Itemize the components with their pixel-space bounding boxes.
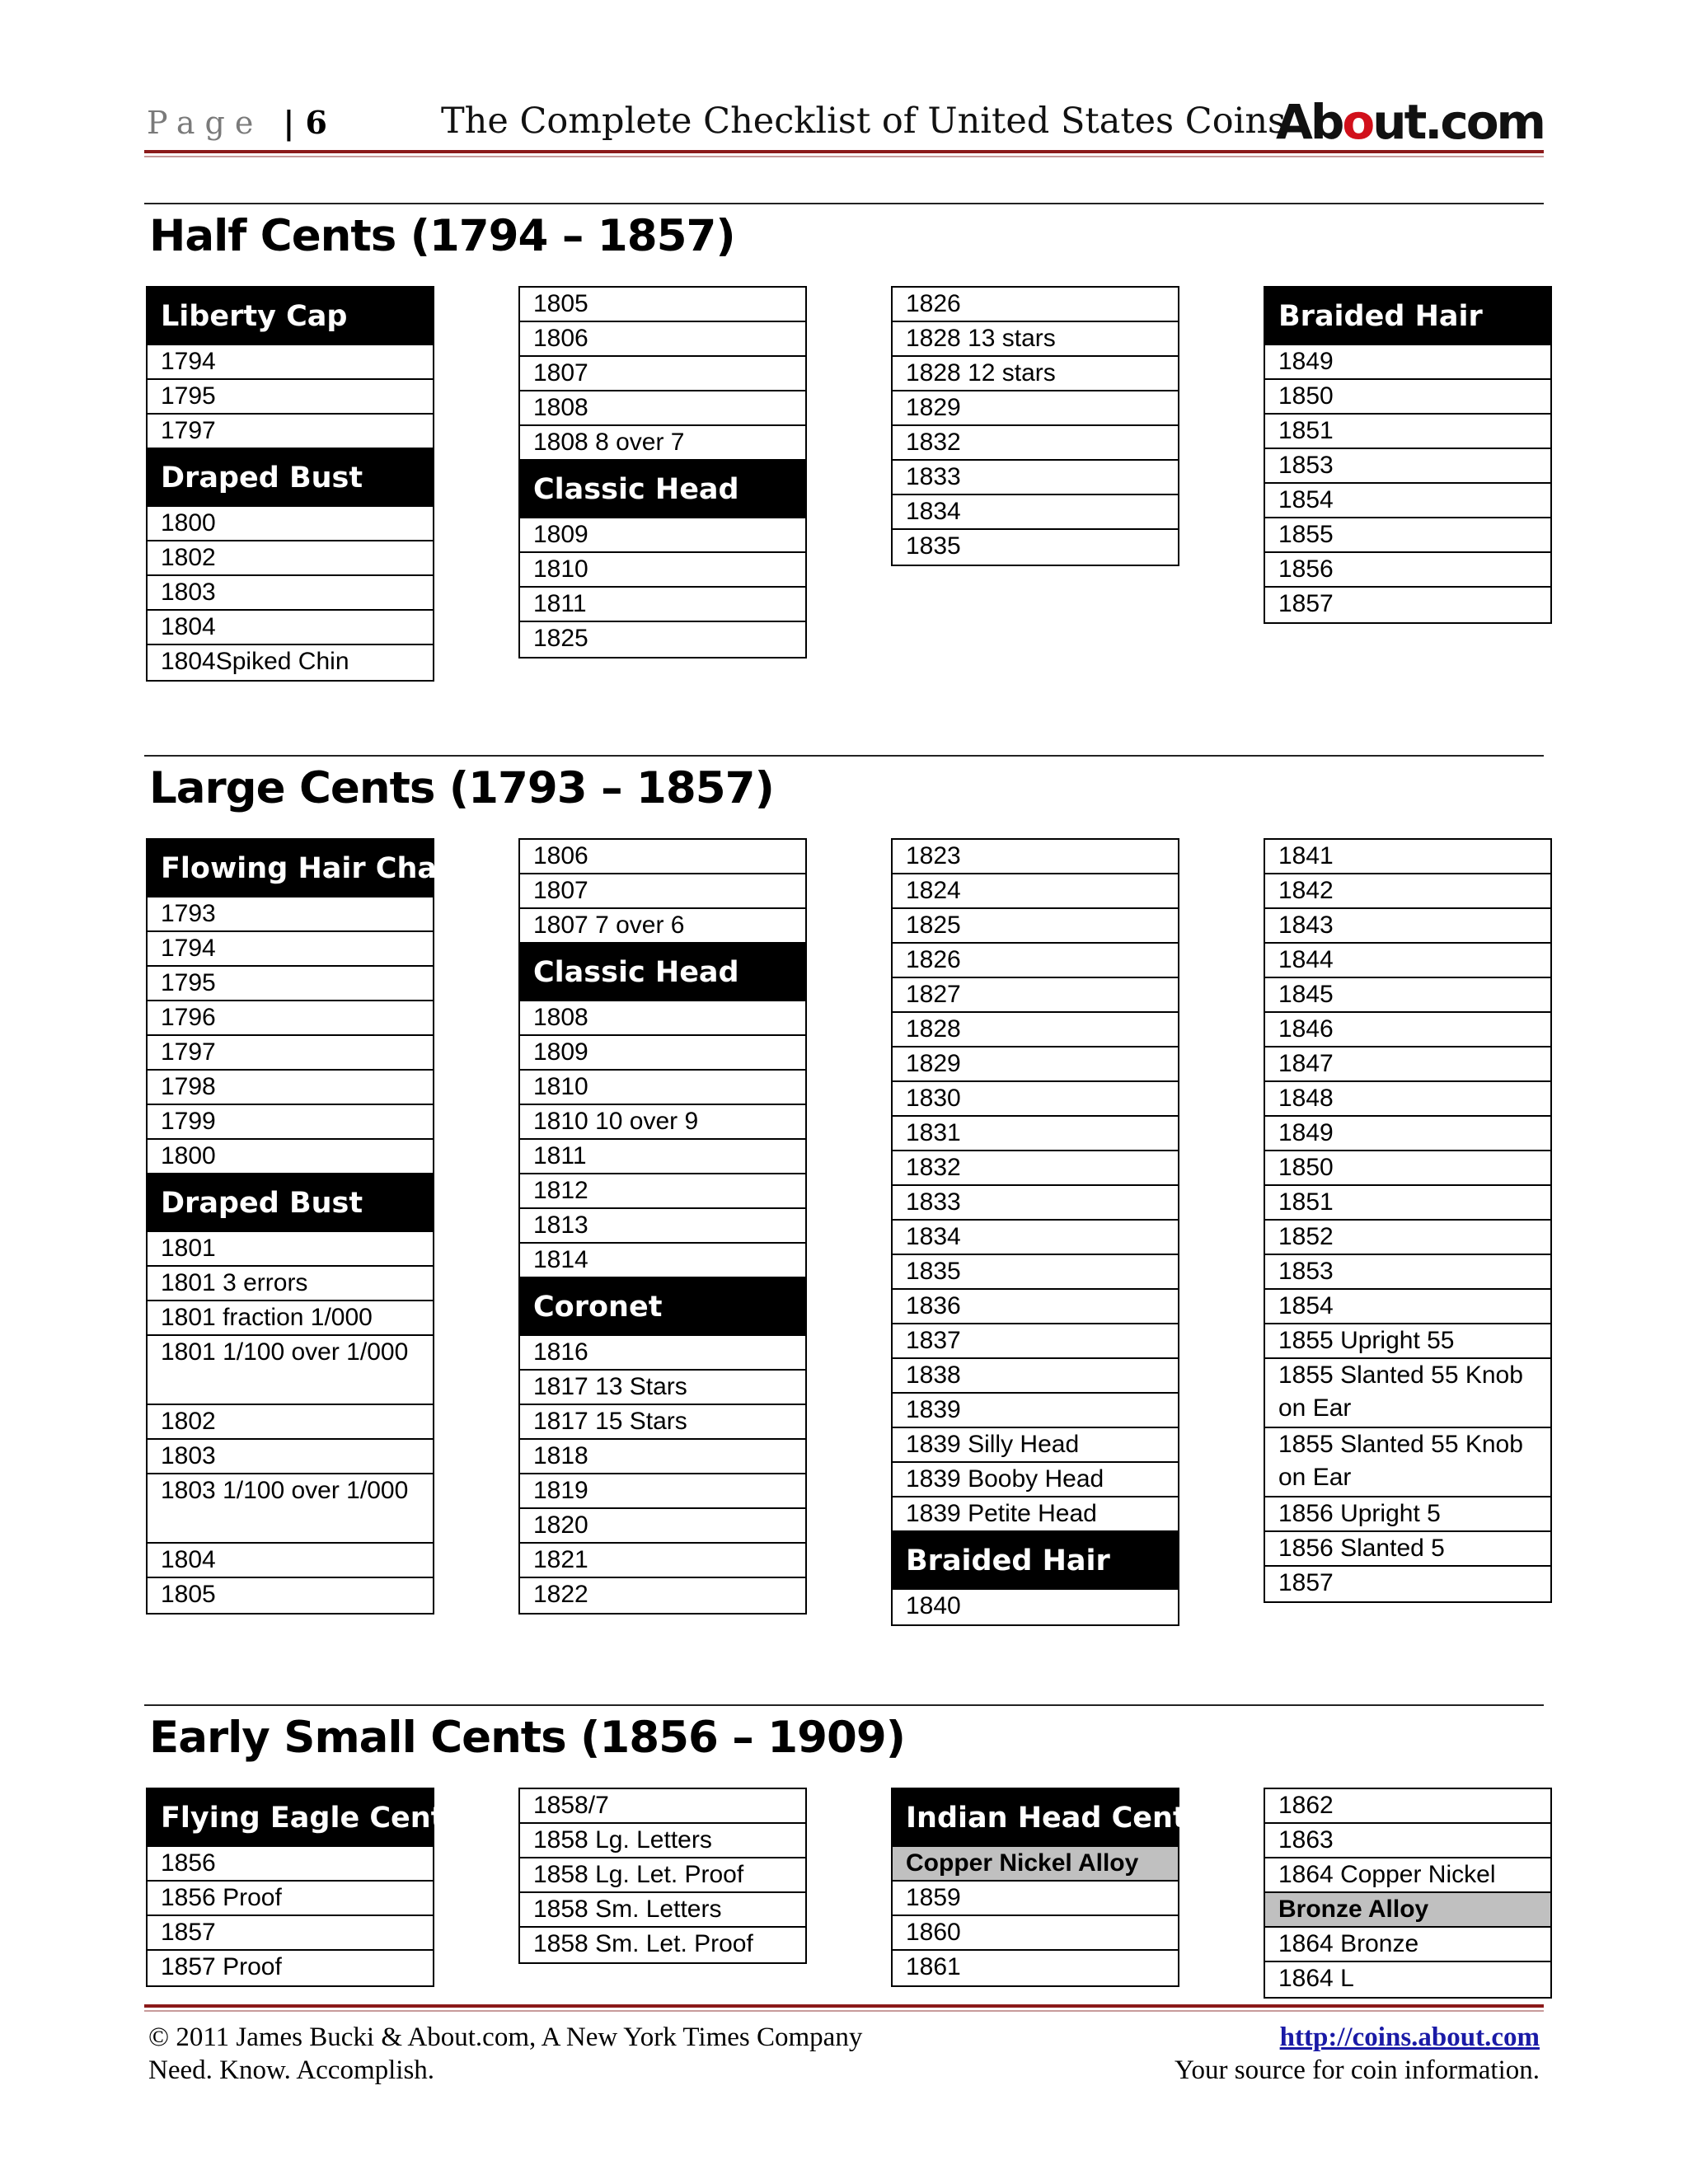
checklist-row: 1855 Slanted 55 Knob on Ear <box>1265 1359 1550 1428</box>
half-cents-col-2 <box>518 286 807 658</box>
checklist-row: 1856 Proof <box>148 1882 433 1916</box>
checklist-row: 1805 <box>520 288 805 322</box>
checklist-row: 1855 <box>1265 518 1550 553</box>
checklist-row: 1801 <box>148 1232 433 1267</box>
checklist-row: 1848 <box>1265 1082 1550 1117</box>
checklist-row: 1816 <box>520 1336 805 1371</box>
checklist-row: 1839 <box>893 1394 1178 1428</box>
checklist-row: 1795 <box>148 967 433 1001</box>
checklist-row: 1804Spiked Chin <box>161 648 349 675</box>
column-header: Coronet <box>520 1278 805 1336</box>
large-cents-col-3 <box>891 838 1179 1626</box>
checklist-row: 1823 <box>893 840 1178 874</box>
checklist-row: 1862 <box>1265 1789 1550 1824</box>
column-header: Classic Head <box>520 944 805 1001</box>
checklist-row: 1810 <box>520 553 805 588</box>
checklist-row: 1849 <box>1265 1117 1550 1151</box>
checklist-row: 1832 <box>893 426 1178 461</box>
checklist-row: 1861 <box>906 1953 961 1980</box>
column-header: Flying Eagle Cents <box>148 1789 433 1847</box>
column-header: Liberty Cap <box>148 288 433 345</box>
checklist-row: 1799 <box>148 1105 433 1140</box>
checklist-row: 1858 Sm. Letters <box>520 1893 805 1928</box>
checklist-row: 1817 13 Stars <box>520 1371 805 1405</box>
section-title: Early Small Cents (1856 – 1909) <box>149 1713 905 1763</box>
checklist-row: 1826 <box>893 944 1178 978</box>
tagline-text: Need. Know. Accomplish. <box>148 2055 435 2085</box>
checklist-row: 1829 <box>893 1047 1178 1082</box>
checklist-row: 1829 <box>893 391 1178 426</box>
half-cents-col-3 <box>891 286 1179 566</box>
column-header: Flowing Hair Chain <box>148 840 433 898</box>
column-header: Classic Head <box>520 461 805 518</box>
checklist-row: 1820 <box>520 1509 805 1544</box>
footer-left <box>148 2021 862 2087</box>
large-cents-col-4 <box>1264 838 1552 1603</box>
column-header: Draped Bust <box>148 1174 433 1232</box>
checklist-row: 1857 <box>1278 1569 1334 1596</box>
checklist-row: 1797 <box>148 415 433 449</box>
checklist-row: 1858 Lg. Letters <box>520 1824 805 1858</box>
checklist-row: 1828 <box>893 1013 1178 1047</box>
checklist-row: 1810 10 over 9 <box>520 1105 805 1140</box>
checklist-row: 1828 12 stars <box>893 357 1178 391</box>
checklist-row: 1864 L <box>1278 1965 1354 1992</box>
half-cents-col-4 <box>1264 286 1552 624</box>
checklist-row: 1793 <box>148 898 433 932</box>
checklist-row: 1851 <box>1265 1186 1550 1221</box>
document-title: The Complete Checklist of United States Coins <box>441 101 1287 142</box>
checklist-row: 1835 <box>893 1255 1178 1290</box>
checklist-row: 1818 <box>520 1440 805 1474</box>
checklist-row: 1837 <box>893 1324 1178 1359</box>
checklist-row: 1804 <box>148 611 433 645</box>
checklist-row: 1830 <box>893 1082 1178 1117</box>
checklist-row: 1811 <box>520 1140 805 1174</box>
checklist-row: 1826 <box>893 288 1178 322</box>
checklist-row: 1814 <box>520 1244 805 1278</box>
checklist-row: 1853 <box>1265 449 1550 484</box>
checklist-row: 1839 Petite Head <box>893 1497 1178 1532</box>
page-label-text: Page <box>147 105 264 141</box>
checklist-row: 1806 <box>520 322 805 357</box>
header-rule-thin <box>144 156 1544 157</box>
checklist-row: 1828 13 stars <box>893 322 1178 357</box>
checklist-row: 1858/7 <box>520 1789 805 1824</box>
checklist-row: 1807 <box>520 874 805 909</box>
checklist-row: 1832 <box>893 1151 1178 1186</box>
checklist-row: 1808 8 over 7 <box>520 426 805 461</box>
large-cents-col-1 <box>146 838 467 1615</box>
checklist-row: 1857 <box>1278 590 1334 617</box>
checklist-row: 1803 <box>148 1440 433 1474</box>
checklist-row: 1807 <box>520 357 805 391</box>
checklist-row: 1794 <box>148 932 433 967</box>
checklist-row: 1855 Slanted 55 Knob on Ear <box>1265 1428 1550 1497</box>
checklist-row: 1811 <box>520 588 805 622</box>
checklist-row: 1847 <box>1265 1047 1550 1082</box>
page-header <box>147 94 1544 157</box>
page-label <box>147 104 327 141</box>
checklist-row: 1801 1/100 over 1/000 <box>148 1336 433 1405</box>
checklist-row: 1844 <box>1265 944 1550 978</box>
checklist-row: 1808 <box>520 391 805 426</box>
checklist-row: 1802 <box>148 1405 433 1440</box>
checklist-row: 1803 1/100 over 1/000 <box>148 1474 433 1544</box>
checklist-row: 1849 <box>1265 345 1550 380</box>
checklist-row: 1809 <box>520 1036 805 1071</box>
checklist-row: 1841 <box>1265 840 1550 874</box>
footer-rule <box>144 2004 1544 2008</box>
checklist-row: 1800 <box>148 1140 433 1174</box>
checklist-row: 1845 <box>1265 978 1550 1013</box>
checklist-row: 1825 <box>533 625 588 652</box>
checklist-row: 1808 <box>520 1001 805 1036</box>
checklist-row: 1806 <box>520 840 805 874</box>
half-cents-col-1 <box>146 286 434 682</box>
checklist-row: 1857 Proof <box>161 1953 282 1980</box>
checklist-row: 1803 <box>148 576 433 611</box>
checklist-row: 1817 15 Stars <box>520 1405 805 1440</box>
checklist-row: 1812 <box>520 1174 805 1209</box>
checklist-row: 1801 3 errors <box>148 1267 433 1301</box>
checklist-row: 1856 <box>1265 553 1550 588</box>
small-cents-col-4 <box>1264 1788 1552 1999</box>
column-header: Braided Hair <box>893 1532 1178 1590</box>
checklist-row: 1821 <box>520 1544 805 1578</box>
column-header: Draped Bust <box>148 449 433 507</box>
checklist-row: 1839 Silly Head <box>893 1428 1178 1463</box>
checklist-row: 1822 <box>533 1581 588 1608</box>
checklist-row: 1807 7 over 6 <box>520 909 805 944</box>
checklist-row: 1853 <box>1265 1255 1550 1290</box>
checklist-row: 1852 <box>1265 1221 1550 1255</box>
footer-rule-thin <box>144 2010 1544 2012</box>
checklist-row: 1856 <box>148 1847 433 1882</box>
small-cents-col-3 <box>891 1788 1204 1987</box>
checklist-row: 1827 <box>893 978 1178 1013</box>
checklist-row: 1825 <box>893 909 1178 944</box>
checklist-row: 1794 <box>148 345 433 380</box>
checklist-row: 1840 <box>906 1592 961 1619</box>
checklist-row: 1846 <box>1265 1013 1550 1047</box>
copyright-text: © 2011 James Bucki & About.com, A New York Times Company <box>148 2022 863 2052</box>
subheader: Copper Nickel Alloy <box>893 1847 1178 1882</box>
checklist-row: 1805 <box>161 1581 216 1608</box>
checklist-row: 1838 <box>893 1359 1178 1394</box>
checklist-row: 1834 <box>893 495 1178 530</box>
checklist-row: 1855 Upright 55 <box>1265 1324 1550 1359</box>
checklist-row: 1835 <box>906 532 961 560</box>
checklist-row: 1833 <box>893 1186 1178 1221</box>
checklist-row: 1864 Bronze <box>1265 1928 1550 1962</box>
checklist-row: 1801 fraction 1/000 <box>148 1301 433 1336</box>
section-title: Large Cents (1793 – 1857) <box>149 763 774 813</box>
checklist-row: 1857 <box>148 1916 433 1951</box>
checklist-row: 1802 <box>148 541 433 576</box>
checklist-row: 1810 <box>520 1071 805 1105</box>
checklist-row: 1850 <box>1265 380 1550 415</box>
about-logo: About.com <box>1276 94 1544 150</box>
checklist-row: 1856 Upright 5 <box>1265 1497 1550 1532</box>
checklist-row: 1797 <box>148 1036 433 1071</box>
checklist-row: 1858 Lg. Let. Proof <box>520 1858 805 1893</box>
page-number: | 6 <box>283 104 327 141</box>
large-cents-col-2 <box>518 838 807 1615</box>
checklist-row: 1850 <box>1265 1151 1550 1186</box>
footer-right <box>1175 2021 1540 2087</box>
checklist-row: 1839 Booby Head <box>893 1463 1178 1497</box>
checklist-row: 1833 <box>893 461 1178 495</box>
checklist-row: 1809 <box>520 518 805 553</box>
checklist-row: 1795 <box>148 380 433 415</box>
checklist-row: 1796 <box>148 1001 433 1036</box>
checklist-row: 1831 <box>893 1117 1178 1151</box>
checklist-row: 1859 <box>893 1882 1178 1916</box>
checklist-row: 1836 <box>893 1290 1178 1324</box>
header-rule <box>144 150 1544 153</box>
checklist-row: 1858 Sm. Let. Proof <box>533 1930 753 1957</box>
column-header: Braided Hair <box>1265 288 1550 345</box>
checklist-row: 1856 Slanted 5 <box>1265 1532 1550 1567</box>
checklist-row: 1842 <box>1265 874 1550 909</box>
checklist-row: 1819 <box>520 1474 805 1509</box>
checklist-row: 1824 <box>893 874 1178 909</box>
checklist-row: 1834 <box>893 1221 1178 1255</box>
coins-link[interactable]: http://coins.about.com <box>1279 2022 1540 2052</box>
checklist-row: 1843 <box>1265 909 1550 944</box>
checklist-row: 1813 <box>520 1209 805 1244</box>
section-title: Half Cents (1794 – 1857) <box>149 211 735 261</box>
checklist-row: 1864 Copper Nickel <box>1265 1858 1550 1893</box>
small-cents-col-2 <box>518 1788 807 1964</box>
small-cents-col-1 <box>146 1788 462 1987</box>
checklist-row: 1854 <box>1265 484 1550 518</box>
source-text: Your source for coin information. <box>1175 2055 1540 2085</box>
checklist-row: 1851 <box>1265 415 1550 449</box>
checklist-row: 1854 <box>1265 1290 1550 1324</box>
checklist-row: 1860 <box>893 1916 1178 1951</box>
checklist-row: 1863 <box>1265 1824 1550 1858</box>
checklist-row: 1800 <box>148 507 433 541</box>
checklist-row: 1798 <box>148 1071 433 1105</box>
subheader: Bronze Alloy <box>1265 1893 1550 1928</box>
checklist-row: 1804 <box>148 1544 433 1578</box>
column-header: Indian Head Cents <box>893 1789 1178 1847</box>
